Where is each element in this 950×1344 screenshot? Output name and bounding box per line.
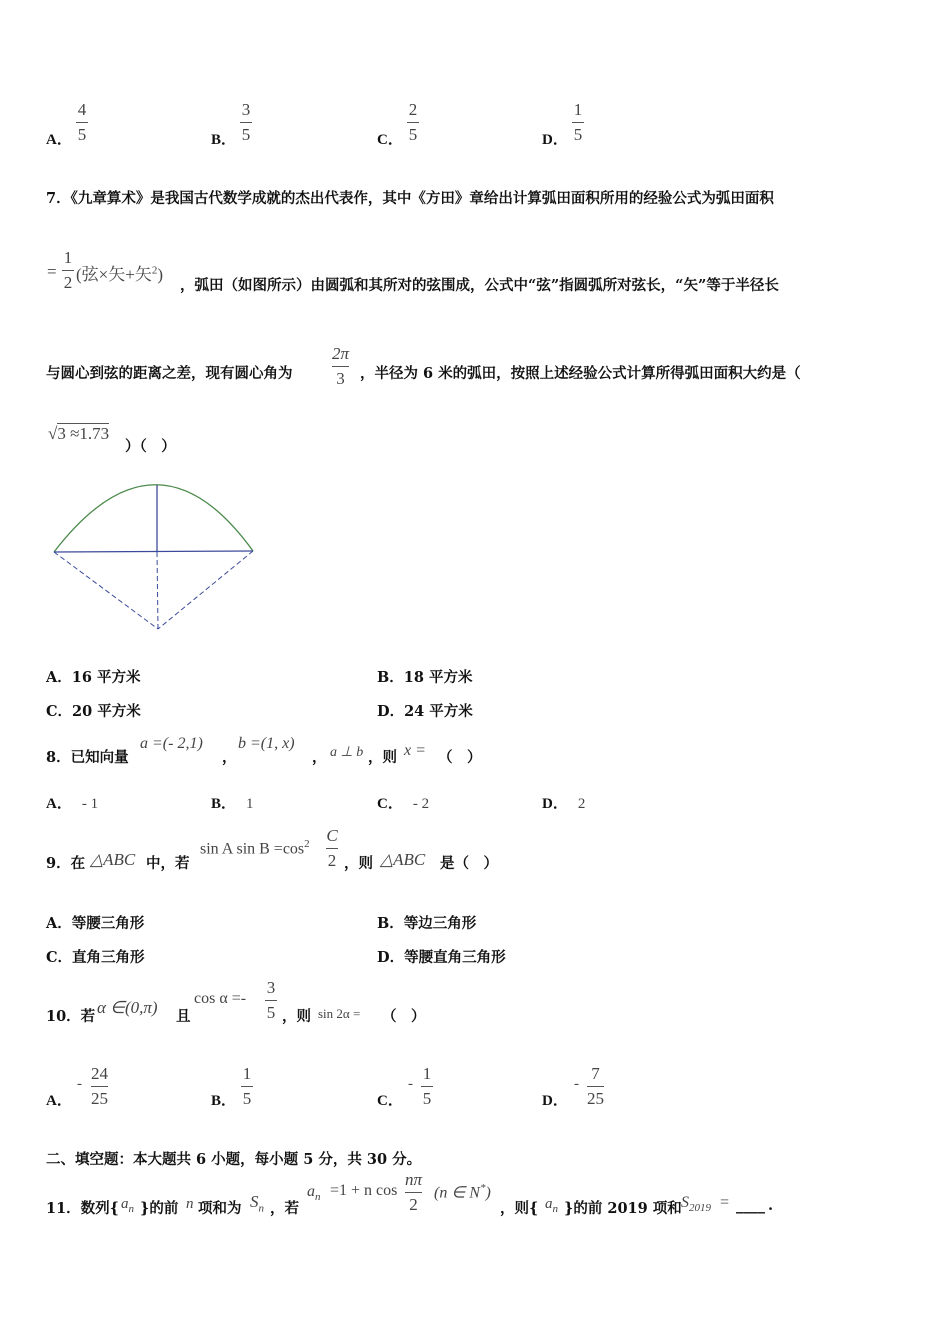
numerator: 1 [242, 1064, 252, 1083]
denominator: 5 [266, 1003, 276, 1022]
q7-line1: 7．《九章算术》是我国古代数学成就的杰出代表作，其中《方田》章给出计算弧田面积所用的经验公式为弧田面积 [46, 190, 774, 207]
q10-option-b-fraction [241, 1064, 253, 1109]
section-2-title: 二、填空题：本大题共 6 小题，每小题 5 分，共 30 分。 [46, 1151, 422, 1168]
q9-then: ，则 [344, 855, 373, 872]
q10-option-b-label: B． [211, 1093, 237, 1109]
q8-option-c: C． - 2 [377, 796, 430, 812]
q11-mid3: ，若 [270, 1200, 299, 1217]
q6-option-d-fraction [572, 100, 584, 145]
numerator: 1 [422, 1064, 432, 1083]
denominator: 2 [409, 1195, 418, 1214]
q11-prefix: 11．数列{ [46, 1200, 120, 1217]
q11-condition: (n ∈ N*) [434, 1182, 491, 1202]
denominator: 25 [587, 1089, 604, 1108]
q10-option-a-fraction [91, 1064, 108, 1109]
q9-triangle-2: △ABC [380, 850, 426, 869]
q11-mid1: }的前 [140, 1200, 179, 1217]
radius-right [158, 551, 253, 629]
denominator: 5 [241, 125, 251, 144]
q11-blank[interactable]: ____ [736, 1197, 765, 1214]
q7-line3-a: 与圆心到弦的距离之差，现有圆心角为 [46, 365, 293, 382]
q7-formula-fraction [62, 248, 74, 293]
denominator: 5 [242, 1089, 252, 1108]
numerator: 2π [332, 344, 350, 363]
q11-sn: $S_n$ [250, 1192, 264, 1215]
q7-sqrt: √3 ≈1.73 [48, 424, 110, 443]
q10-paren: （ ） [382, 1008, 426, 1025]
q8-option-b: B． 1 [211, 796, 254, 812]
q11-an: $a_n$ [121, 1196, 134, 1215]
q7-option-a: A．16 平方米 [46, 669, 141, 686]
denominator: 5 [573, 125, 583, 144]
numerator: 1 [63, 248, 73, 267]
q11-fraction [405, 1170, 422, 1215]
q11-an-2: $a_n$ [307, 1183, 321, 1204]
q10-option-c-label: C． [377, 1093, 403, 1109]
q10-option-c-fraction [421, 1064, 433, 1109]
q8-sep1: ， [222, 749, 237, 766]
q8-option-a: A． - 1 [46, 796, 99, 812]
q9-option-a: A．等腰三角形 [46, 915, 145, 932]
q10-fraction [265, 978, 277, 1023]
arc-field-figure [40, 475, 270, 640]
q9-fraction [326, 826, 338, 871]
q6-option-b-label: B． [211, 132, 237, 148]
q9-option-d: D．等腰直角三角形 [377, 949, 506, 966]
q7-formula-body: (弦×矢+矢$^2$) [76, 264, 164, 284]
q10-condition: α ∈(0,π) [97, 998, 158, 1017]
numerator: nπ [405, 1170, 423, 1189]
q7-option-c: C．20 平方米 [46, 703, 141, 720]
radius-left [54, 552, 158, 629]
center-line [157, 552, 158, 629]
q10-option-d-sign: - [574, 1076, 579, 1092]
q10-option-c-sign: - [408, 1076, 413, 1092]
denominator: 3 [336, 369, 345, 388]
denominator: 5 [422, 1089, 432, 1108]
denominator: 5 [408, 125, 418, 144]
q7-line3-b: ，半径为 6 米的弧田，按照上述经验公式计算所得弧田面积大约是（ [360, 365, 801, 382]
q6-option-b-fraction [240, 100, 252, 145]
q6-option-a-label: A． [46, 132, 72, 148]
q7-formula-eq: = [47, 262, 57, 281]
q9-triangle: △ABC [90, 850, 136, 869]
q10-prefix: 10．若 [46, 1008, 96, 1025]
q9-tail: 是（ ） [440, 855, 498, 872]
q10-option-a-label: A． [46, 1093, 72, 1109]
q11-s2019: $S_{2019}$ [681, 1194, 711, 1215]
q7-option-d: D．24 平方米 [377, 703, 473, 720]
q9-option-b: B．等边三角形 [377, 915, 477, 932]
numerator: 2 [408, 100, 418, 119]
q10-then: ，则 [282, 1008, 311, 1025]
q10-option-d-fraction [587, 1064, 604, 1109]
denominator: 2 [63, 273, 73, 292]
denominator: 25 [91, 1089, 108, 1108]
q11-an-3: $a_n$ [545, 1196, 558, 1215]
q6-option-d-label: D． [542, 132, 568, 148]
numerator: 4 [77, 100, 87, 119]
q8-then: ，则 [368, 749, 397, 766]
q9-expr: sin A $\sin B =\cos^2$ [200, 838, 310, 858]
q6-option-a-fraction [76, 100, 88, 145]
q11-eq: = [720, 1194, 730, 1211]
arc [54, 485, 253, 552]
q7-option-b: B．18 平方米 [377, 669, 473, 686]
numerator: 3 [241, 100, 251, 119]
q8-option-d: D． 2 [542, 796, 586, 812]
q8-vec-a: a =(- 2,1) [140, 735, 203, 752]
q10-and: 且 [176, 1008, 191, 1025]
q8-sep2: ， [312, 749, 327, 766]
q10-cos: cos α =- [194, 990, 247, 1007]
chord [54, 551, 253, 552]
numerator: 1 [573, 100, 583, 119]
numerator: 24 [91, 1064, 108, 1083]
q11-n: n [186, 1196, 194, 1212]
q6-option-c-fraction [407, 100, 419, 145]
q9-option-c: C．直角三角形 [46, 949, 145, 966]
q7-line4-tail: ）（ ） [125, 438, 176, 455]
q10-option-a-sign: - [77, 1076, 82, 1092]
q11-formula: =1 + n cos [330, 1182, 398, 1199]
q11-end: . [768, 1197, 774, 1214]
numerator: 3 [266, 978, 276, 997]
q8-x-eq: x = [404, 742, 426, 759]
q9-prefix: 9．在 [46, 855, 86, 872]
q7-line2: ，弧田（如图所示）由圆弧和其所对的弦围成，公式中“弦”指圆弧所对弦长，“矢”等于半径长 [180, 277, 779, 294]
numerator: C [326, 826, 338, 845]
q10-option-d-label: D． [542, 1093, 568, 1109]
q8-perp: a ⊥ b [330, 745, 364, 760]
q11-mid5: }的前 2019 项和 [564, 1200, 682, 1217]
q11-mid4: ，则{ [500, 1200, 539, 1217]
denominator: 2 [327, 851, 337, 870]
denominator: 5 [77, 125, 87, 144]
q8-prefix: 8．已知向量 [46, 749, 129, 766]
numerator: 7 [591, 1064, 600, 1083]
q9-mid: 中，若 [146, 855, 190, 872]
q10-target: sin 2α = [318, 1006, 361, 1021]
q11-mid2: 项和为 [198, 1200, 242, 1217]
q8-paren: （ ） [438, 749, 482, 766]
q8-vec-b: b =(1, x) [238, 735, 295, 752]
q6-option-c-label: C． [377, 132, 403, 148]
q7-angle-fraction [332, 344, 349, 389]
